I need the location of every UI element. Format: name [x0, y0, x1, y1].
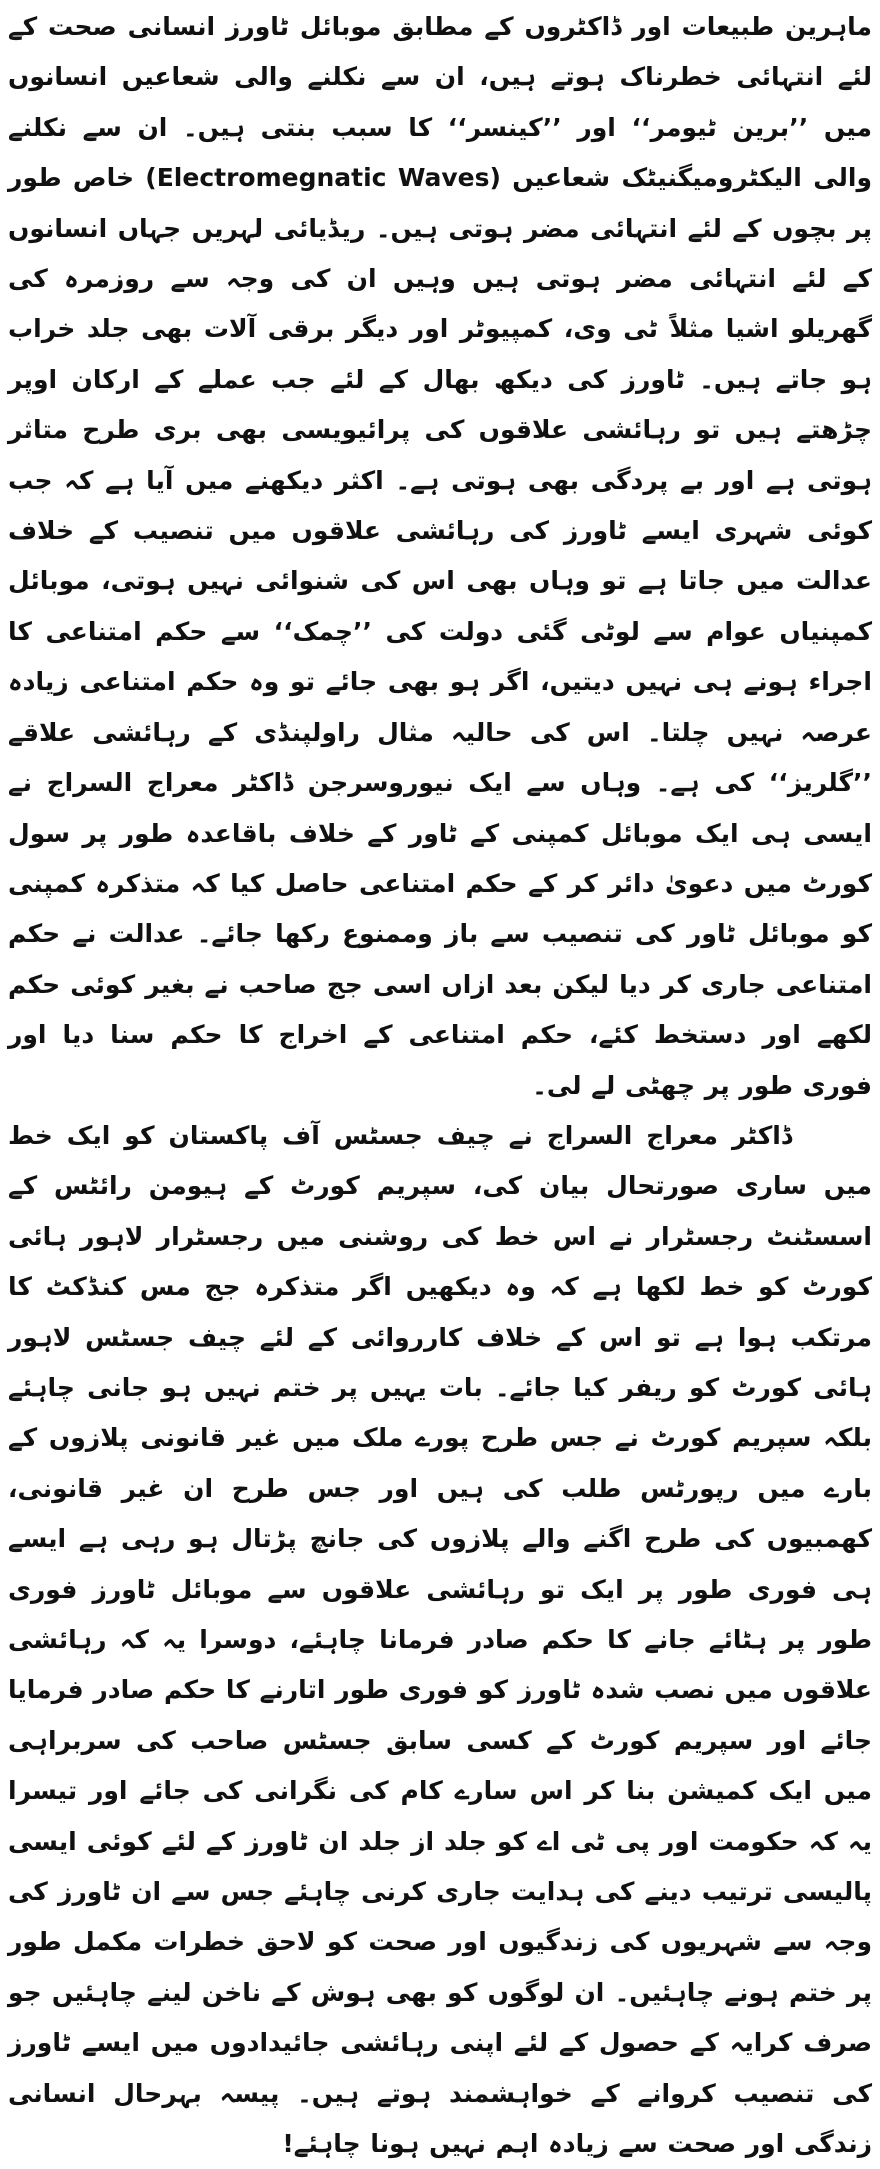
article-paragraph-1: ماہرین طبیعات اور ڈاکٹروں کے مطابق موبائل ٹاورز انسانی صحت کے لئے انتہائی خطرناک ہوتے ہیں، ان سے نکلنے والی شعاعیں انسانوں میں ’’برین ٹیومر‘‘ اور ’’کینسر‘‘ کا سبب بنتی ہیں۔ ان سے نکلنے والی الیکٹرومیگنیٹک شعاعیں (Electromegnatic Waves) خاص طور پر بچوں کے لئے انتہائی مضر ہوتی ہیں۔ ریڈیائی لہریں جہاں انسانوں کے لئے انتہائی مضر ہوتی ہیں وہیں ان کی وجہ سے روزمرہ کی گھریلو اشیا مثلاً ٹی وی، کمپیوٹر اور دیگر برقی آلات بھی جلد خراب ہو جاتے ہیں۔ ٹاورز کی دیکھ بھال کے لئے جب عملے کے ارکان اوپر چڑھتے ہیں تو رہائشی علاقوں کی پرائیویسی بھی بری طرح متاثر ہوتی ہے اور بے پردگی بھی ہوتی ہے۔ اکثر دیکھنے میں آیا ہے کہ جب کوئی شہری ایسے ٹاورز کی رہائشی علاقوں میں تنصیب کے خلاف عدالت میں جاتا ہے تو وہاں بھی اس کی شنوائی نہیں ہوتی، موبائل کمپنیاں عوام سے لوٹی گئی دولت کی ’’چمک‘‘ سے حکم امتناعی کا اجراء ہونے ہی نہیں دیتیں، اگر ہو بھی جائے تو وہ حکم امتناعی زیادہ عرصہ نہیں چلتا۔ اس کی حالیہ مثال راولپنڈی کے رہائشی علاقے ’’گلریز‘‘ کی ہے۔ وہاں سے ایک نیوروسرجن ڈاکٹر معراج السراج نے ایسی ہی ایک موبائل کمپنی کے ٹاور کے خلاف باقاعدہ طور پر سول کورٹ میں دعویٰ دائر کر کے حکم امتناعی حاصل کیا کہ متذکرہ کمپنی کو موبائل ٹاور کی تنصیب سے باز وممنوع رکھا جائے۔ عدالت نے حکم امتناعی جاری کر دیا لیکن بعد ازاں اسی جج صاحب نے بغیر کوئی حکم لکھے اور دستخط کئے، حکم امتناعی کے اخراج کا حکم سنا دیا اور فوری طور پر چھٹی لے لی۔: [8, 12, 872, 1100]
article-paragraph-2: ڈاکٹر معراج السراج نے چیف جسٹس آف پاکستان کو ایک خط میں ساری صورتحال بیان کی، سپریم کورٹ کے ہیومن رائٹس کے اسسٹنٹ رجسٹرار نے اس خط کی روشنی میں رجسٹرار لاہور ہائی کورٹ کو خط لکھا ہے کہ وہ دیکھیں اگر متذکرہ جج مس کنڈکٹ کا مرتکب ہوا ہے تو اس کے خلاف کارروائی کے لئے چیف جسٹس لاہور ہائی کورٹ کو ریفر کیا جائے۔ بات یہیں پر ختم نہیں ہو جانی چاہئے بلکہ سپریم کورٹ نے جس طرح پورے ملک میں غیر قانونی پلازوں کے بارے میں رپورٹس طلب کی ہیں اور جس طرح ان غیر قانونی، کھمبیوں کی طرح اگنے والے پلازوں کی جانچ پڑتال ہو رہی ہے ایسے ہی فوری طور پر ایک تو رہائشی علاقوں سے موبائل ٹاورز فوری طور پر ہٹائے جانے کا حکم صادر فرمانا چاہئے، دوسرا یہ کہ رہائشی علاقوں میں نصب شدہ ٹاورز کو فوری طور اتارنے کا حکم صادر فرمایا جائے اور سپریم کورٹ کے کسی سابق جسٹس صاحب کی سربراہی میں ایک کمیشن بنا کر اس سارے کام کی نگرانی کی جائے اور تیسرا یہ کہ حکومت اور پی ٹی اے کو جلد از جلد ان ٹاورز کے لئے کوئی ایسی پالیسی ترتیب دینے کی ہدایت جاری کرنی چاہئے جس سے ان ٹاورز کی وجہ سے شہریوں کی زندگیوں اور صحت کو لاحق خطرات مکمل طور پر ختم ہونے چاہئیں۔ ان لوگوں کو بھی ہوش کے ناخن لینے چاہئیں جو صرف کرایہ کے حصول کے لئے اپنی رہائشی جائیدادوں میں ایسے ٹاورز کی تنصیب کروانے کے خواہشمند ہوتے ہیں۔ پیسہ بہرحال انسانی زندگی اور صحت سے زیادہ اہم نہیں ہونا چاہئے!: [8, 1120, 872, 2159]
